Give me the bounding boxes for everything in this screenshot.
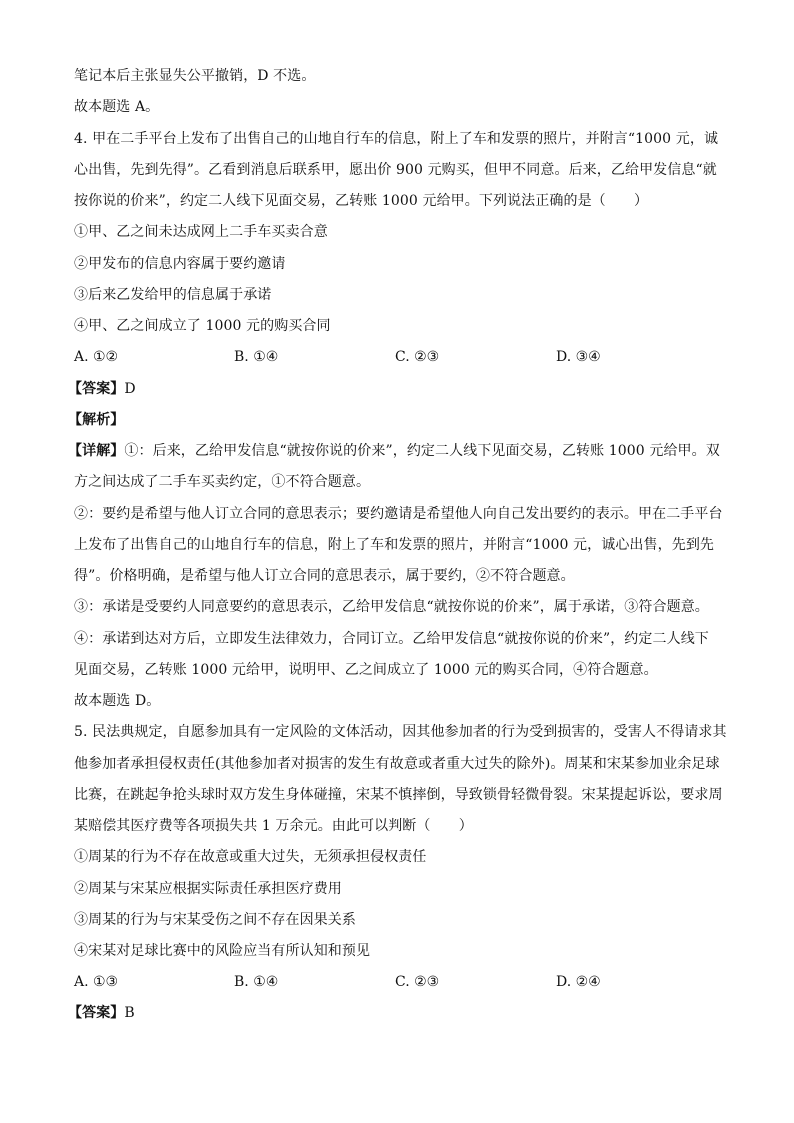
detail-line: 上发布了出售自己的山地自行车的信息，附上了车和发票的照片，并附言“1000 元，诚心出售，先到先 (74, 537, 715, 553)
detail-line: 得”。价格明确，是希望与他人订立合同的意思表示，属于要约，②不符合题意。 (74, 568, 575, 584)
detail-line: ②：要约是希望与他人订立合同的意思表示；要约邀请是希望他人向自己发出要约的表示。甲在二手平台 (74, 506, 723, 522)
analysis-tag: 【解析】 (68, 412, 125, 428)
question-4-line: 按你说的价来”，约定二人线下见面交易，乙转账 1000 元给甲。下列说法正确的是（ ） (74, 193, 649, 209)
question-4-line: 4. 甲在二手平台上发布了出售自己的山地自行车的信息，附上了车和发票的照片，并附言“1000 元，诚 (74, 131, 719, 147)
option-b: B. ①④ (234, 349, 279, 365)
question-5-line: 某赔偿其医疗费等各项损失共 1 万余元。由此可以判断（ ） (74, 818, 473, 834)
statement-item: ④宋某对足球比赛中的风险应当有所认知和预见 (74, 943, 371, 959)
question-5-line: 5. 民法典规定，自愿参加具有一定风险的文体活动，因其他参加者的行为受到损害的，受害人不得请求其 (74, 724, 727, 740)
option-b: B. ①④ (234, 974, 279, 990)
question-5-line: 他参加者承担侵权责任(其他参加者对损害的发生有故意或者重大过失的除外)。周某和宋某参加业余足球 (74, 756, 720, 772)
detail-line: 方之间达成了二手车买卖约定，①不符合题意。 (74, 474, 371, 490)
text-line: 故本题选 A。 (74, 99, 160, 115)
statement-item: ③后来乙发给甲的信息属于承诺 (74, 287, 272, 303)
answer-value: D (124, 381, 136, 397)
detail-line: ③：承诺是受要约人同意要约的意思表示，乙给甲发信息“就按你说的价来”，属于承诺，③符合题意。 (74, 599, 709, 615)
option-a: A. ①③ (74, 974, 119, 990)
detail-line: 见面交易，乙转账 1000 元给甲，说明甲、乙之间成立了 1000 元的购买合同，④符合题意。 (74, 662, 658, 678)
statement-item: ④甲、乙之间成立了 1000 元的购买合同 (74, 318, 331, 334)
detail-line: ④：承诺到达对方后，立即发生法律效力，合同订立。乙给甲发信息“就按你说的价来”，约定二人线下 (74, 631, 709, 647)
answer-line (68, 1003, 135, 1023)
statement-item: ①甲、乙之间未达成网上二手车买卖合意 (74, 224, 328, 240)
answer-tag: 【答案】 (68, 381, 125, 397)
answer-value: B (124, 1005, 135, 1021)
statement-item: ①周某的行为不存在故意或重大过失，无须承担侵权责任 (74, 849, 427, 865)
text-line: 笔记本后主张显失公平撤销，D 不选。 (74, 68, 316, 84)
answer-tag: 【答案】 (68, 1005, 125, 1021)
statement-item: ②周某与宋某应根据实际责任承担医疗费用 (74, 881, 342, 897)
question-5-line: 比赛，在跳起争抢头球时双方发生身体碰撞，宋某不慎摔倒，导致锁骨轻微骨裂。宋某提起诉讼，要求周 (74, 787, 723, 803)
statement-item: ③周某的行为与宋某受伤之间不存在因果关系 (74, 912, 356, 928)
option-d: D. ②④ (556, 974, 601, 990)
option-c: C. ②③ (395, 349, 440, 365)
detail-tag: 【详解】 (68, 443, 125, 459)
option-a: A. ①② (74, 349, 119, 365)
answer-line (68, 379, 136, 399)
option-c: C. ②③ (395, 974, 440, 990)
option-d: D. ③④ (556, 349, 601, 365)
detail-line: 故本题选 D。 (74, 693, 161, 709)
statement-item: ②甲发布的信息内容属于要约邀请 (74, 256, 286, 272)
detail-line: 【详解】①：后来，乙给甲发信息“就按你说的价来”，约定二人线下见面交易，乙转账 1000 元给甲。双 (68, 443, 720, 459)
question-4-line: 心出售，先到先得”。乙看到消息后联系甲，愿出价 900 元购买，但甲不同意。后来，乙给甲发信息“就 (74, 162, 717, 178)
